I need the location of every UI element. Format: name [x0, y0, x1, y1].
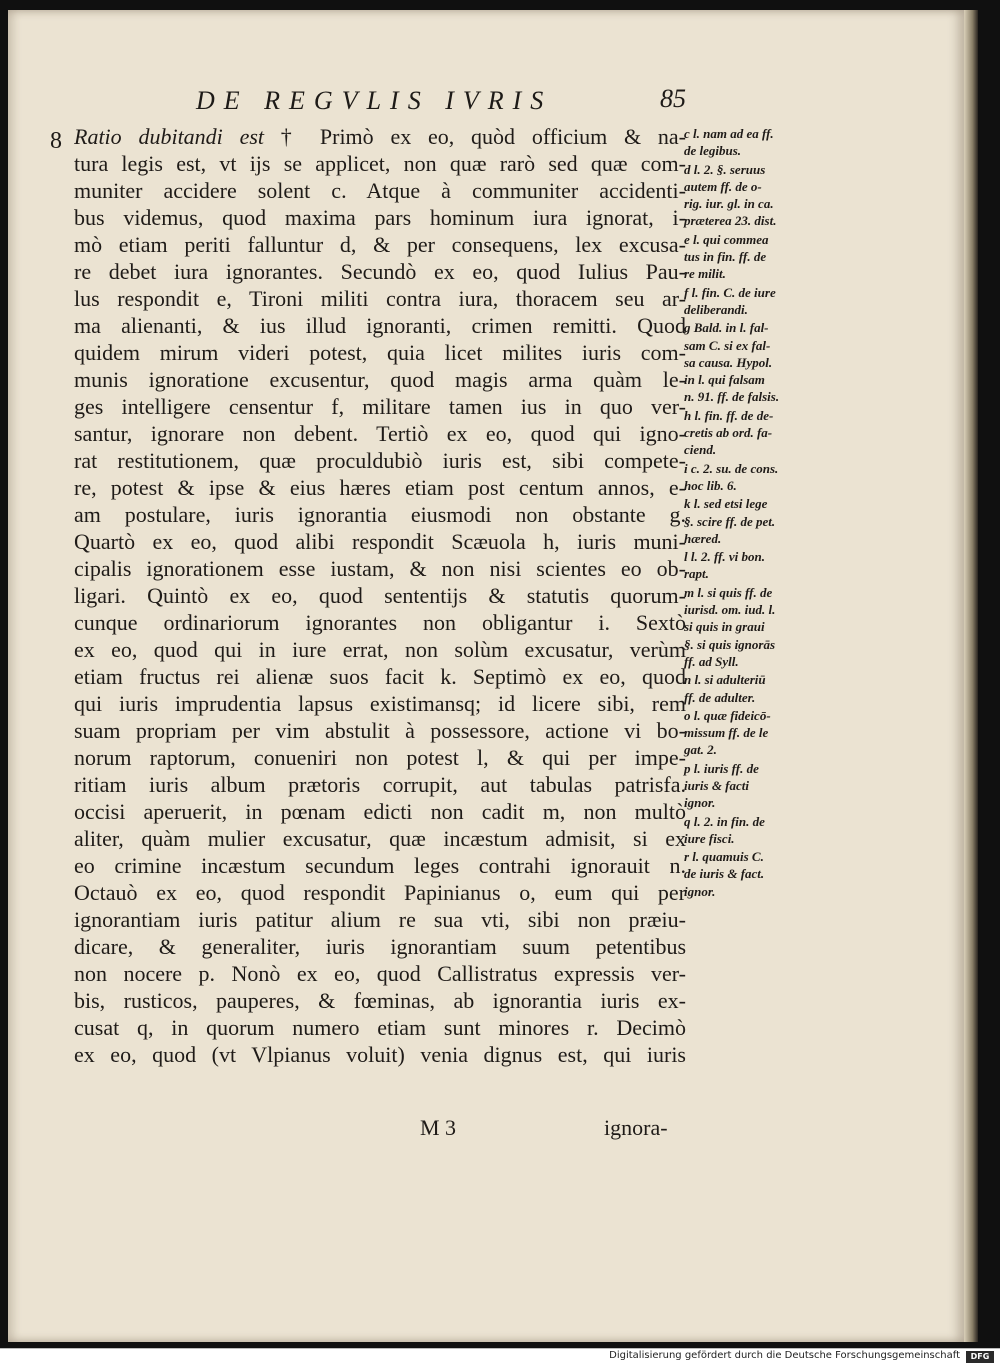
- text-line: [74, 636, 686, 663]
- margin-note: o l. quæ fideicō- missum ff. de le gat. 2.: [684, 707, 771, 758]
- text-line: [74, 717, 686, 744]
- text-line: [74, 582, 686, 609]
- text-line: [74, 879, 686, 906]
- margin-note: q l. 2. in fin. de iure fisci.: [684, 813, 765, 846]
- text-line: [74, 1014, 686, 1041]
- line-text: dicare, & generaliter, iuris ignorantiam suum petentibus: [74, 934, 686, 959]
- line-text: am postulare, iuris ignorantia eiusmodi non obstante g.: [74, 502, 686, 527]
- text-line: [74, 960, 686, 987]
- text-line: [74, 771, 686, 798]
- signature-mark: M 3: [420, 1115, 457, 1140]
- text-line: [74, 1041, 686, 1068]
- line-text: aliter, quàm mulier excusatur, quæ incæstum admisit, si ex: [74, 826, 686, 851]
- text-line: [74, 420, 686, 447]
- text-line: [74, 852, 686, 879]
- text-line: [74, 744, 686, 771]
- page-number: 85: [660, 84, 686, 113]
- margin-note: l l. 2. ff. vi bon. rapt.: [684, 549, 766, 582]
- margin-note: g Bald. in l. fal- sam C. si ex fal- sa causa. Hypol. in l. qui falsam n. 91. ff. de falsis.: [684, 320, 780, 405]
- text-line: [74, 906, 686, 933]
- line-text: santur, ignorare non debent. Tertiò ex eo, quod qui igno-: [74, 421, 686, 446]
- line-text: non nocere p. Nonò ex eo, quod Callistratus expressis ver-: [74, 961, 686, 986]
- margin-note: i c. 2. su. de cons. hoc lib. 6.: [684, 460, 779, 493]
- margin-note: e l. qui commea tus in fin. ff. de re milit.: [684, 231, 769, 282]
- line-text: ignorantiam iuris patitur alium re sua vti, sibi non præiu-: [74, 907, 686, 932]
- dfg-logo: DFG: [966, 1351, 994, 1363]
- line-text: qui iuris imprudentia lapsus existimansq; id licere sibi, rem: [74, 691, 686, 716]
- line-text: muniter accidere solent c. Atque à communiter accidenti-: [74, 178, 686, 203]
- text-line: [74, 339, 686, 366]
- text-line: [74, 474, 686, 501]
- text-line: [74, 501, 686, 528]
- text-line: [74, 798, 686, 825]
- text-line: [74, 312, 686, 339]
- text-line: [74, 123, 686, 150]
- text-line: [74, 528, 686, 555]
- margin-note: m l. si quis ff. de iurisd. om. iud. l. si quis in graui §. si quis ignorās ff. ad Syll.: [684, 584, 776, 669]
- line-text: ritiam iuris album prætoris corrupit, aut tabulas patrisfa.: [74, 772, 686, 797]
- margin-note: f l. fin. C. de iure deliberandi.: [684, 284, 776, 317]
- footer-credit: Digitalisierung gefördert durch die Deutsche Forschungsgemeinschaft: [609, 1350, 960, 1361]
- margin-note: d l. 2. §. seruus autem ff. de o- rig. iur. gl. in ca. præterea 23. dist.: [684, 161, 777, 229]
- text-line: [74, 555, 686, 582]
- line-text: munis ignoratione excusentur, quod magis arma quàm le-: [74, 367, 686, 392]
- text-line: [74, 663, 686, 690]
- text-line: [74, 987, 686, 1014]
- text-line: [74, 825, 686, 852]
- line-text: bus videmus, quod maxima pars hominum iura ignorat, i-: [74, 205, 686, 230]
- text-line: [74, 366, 686, 393]
- text-line: [74, 204, 686, 231]
- line-text: tura legis est, vt ijs se applicet, non quæ rarò sed quæ com-: [74, 151, 686, 176]
- line-prefix: Ratio dubitandi est: [74, 124, 265, 149]
- line-text: occisi aperuerit, in pœnam edicti non cadit m, non multò: [74, 799, 686, 824]
- line-text: ges intelligere censentur f, militare tamen ius in quo ver-: [74, 394, 686, 419]
- catchword: ignora-: [604, 1115, 668, 1140]
- body-text: [74, 123, 686, 1068]
- line-text: suam propriam per vim abstulit à possessore, actione vi bo-: [74, 718, 686, 743]
- section-number: 8: [50, 128, 62, 154]
- line-text: Quartò ex eo, quod alibi respondit Scæuola h, iuris muni-: [74, 529, 686, 554]
- line-text: ma alienanti, & ius illud ignoranti, crimen remitti. Quod: [74, 313, 686, 338]
- text-line: [74, 231, 686, 258]
- text-line: [74, 285, 686, 312]
- margin-note: h l. fin. ff. de de- cretis ab ord. fa- ciend.: [684, 407, 774, 458]
- line-text: cusat q, in quorum numero etiam sunt minores r. Decimò: [74, 1015, 686, 1040]
- line-text: eo crimine incæstum secundum leges contrahi ignorauit n.: [74, 853, 686, 878]
- line-text: cipalis ignorationem esse iustam, & non nisi scientes eo ob-: [74, 556, 686, 581]
- text-line: [74, 150, 686, 177]
- margin-note: n l. si adulteriū ff. de adulter.: [684, 672, 766, 705]
- line-text: re, potest & ipse & eius hæres etiam post centum annos, e-: [74, 475, 686, 500]
- digitization-footer: [0, 1348, 1000, 1366]
- line-text: ligari. Quintò ex eo, quod sententijs & statutis quorum-: [74, 583, 686, 608]
- text-line: [74, 933, 686, 960]
- page-edge: [964, 10, 978, 1342]
- margin-note: p l. iuris ff. de iuris & facti ignor.: [684, 760, 759, 811]
- text-line: [74, 690, 686, 717]
- margin-note: r l. quamuis C. de iuris & fact. ignor.: [684, 849, 765, 899]
- line-text: cunque ordinariorum ignorantes non obligantur i. Sextò: [74, 610, 686, 635]
- line-text: norum raptorum, conueniri non potest l, & qui per impe-: [74, 745, 686, 770]
- text-line: [74, 609, 686, 636]
- line-text: lus respondit e, Tironi militi contra iura, thoracem seu ar-: [74, 286, 686, 311]
- line-text: etiam fructus rei alienæ suos facit k. Septimò ex eo, quod: [74, 664, 686, 689]
- margin-note: c l. nam ad ea ff. de legibus.: [684, 126, 774, 159]
- line-text: mò etiam periti falluntur d, & per consequens, lex excusa-: [74, 232, 686, 257]
- line-text: ex eo, quod qui in iure errat, non solùm excusatur, verùm: [74, 637, 686, 662]
- text-line: [74, 258, 686, 285]
- running-head: DE REGVLIS IVRIS: [196, 86, 553, 115]
- line-text: ex eo, quod (vt Vlpianus voluit) venia dignus est, qui iuris: [74, 1042, 686, 1067]
- line-text: re debet iura ignorantes. Secundò ex eo, quod Iulius Pau-: [74, 259, 686, 284]
- text-line: [74, 447, 686, 474]
- line-text: rat restitutionem, quæ proculdubiò iuris est, sibi compete-: [74, 448, 686, 473]
- line-text: † Primò ex eo, quòd officium & na-: [264, 124, 686, 149]
- margin-notes: [684, 125, 844, 901]
- line-text: Octauò ex eo, quod respondit Papinianus o, eum qui per: [74, 880, 686, 905]
- text-line: [74, 393, 686, 420]
- line-text: quidem mirum videri potest, quia licet milites iuris com-: [74, 340, 686, 365]
- text-line: [74, 177, 686, 204]
- line-text: bis, rusticos, pauperes, & fœminas, ab ignorantia iuris ex-: [74, 988, 686, 1013]
- margin-note: k l. sed etsi lege §. scire ff. de pet. hæred.: [684, 496, 776, 546]
